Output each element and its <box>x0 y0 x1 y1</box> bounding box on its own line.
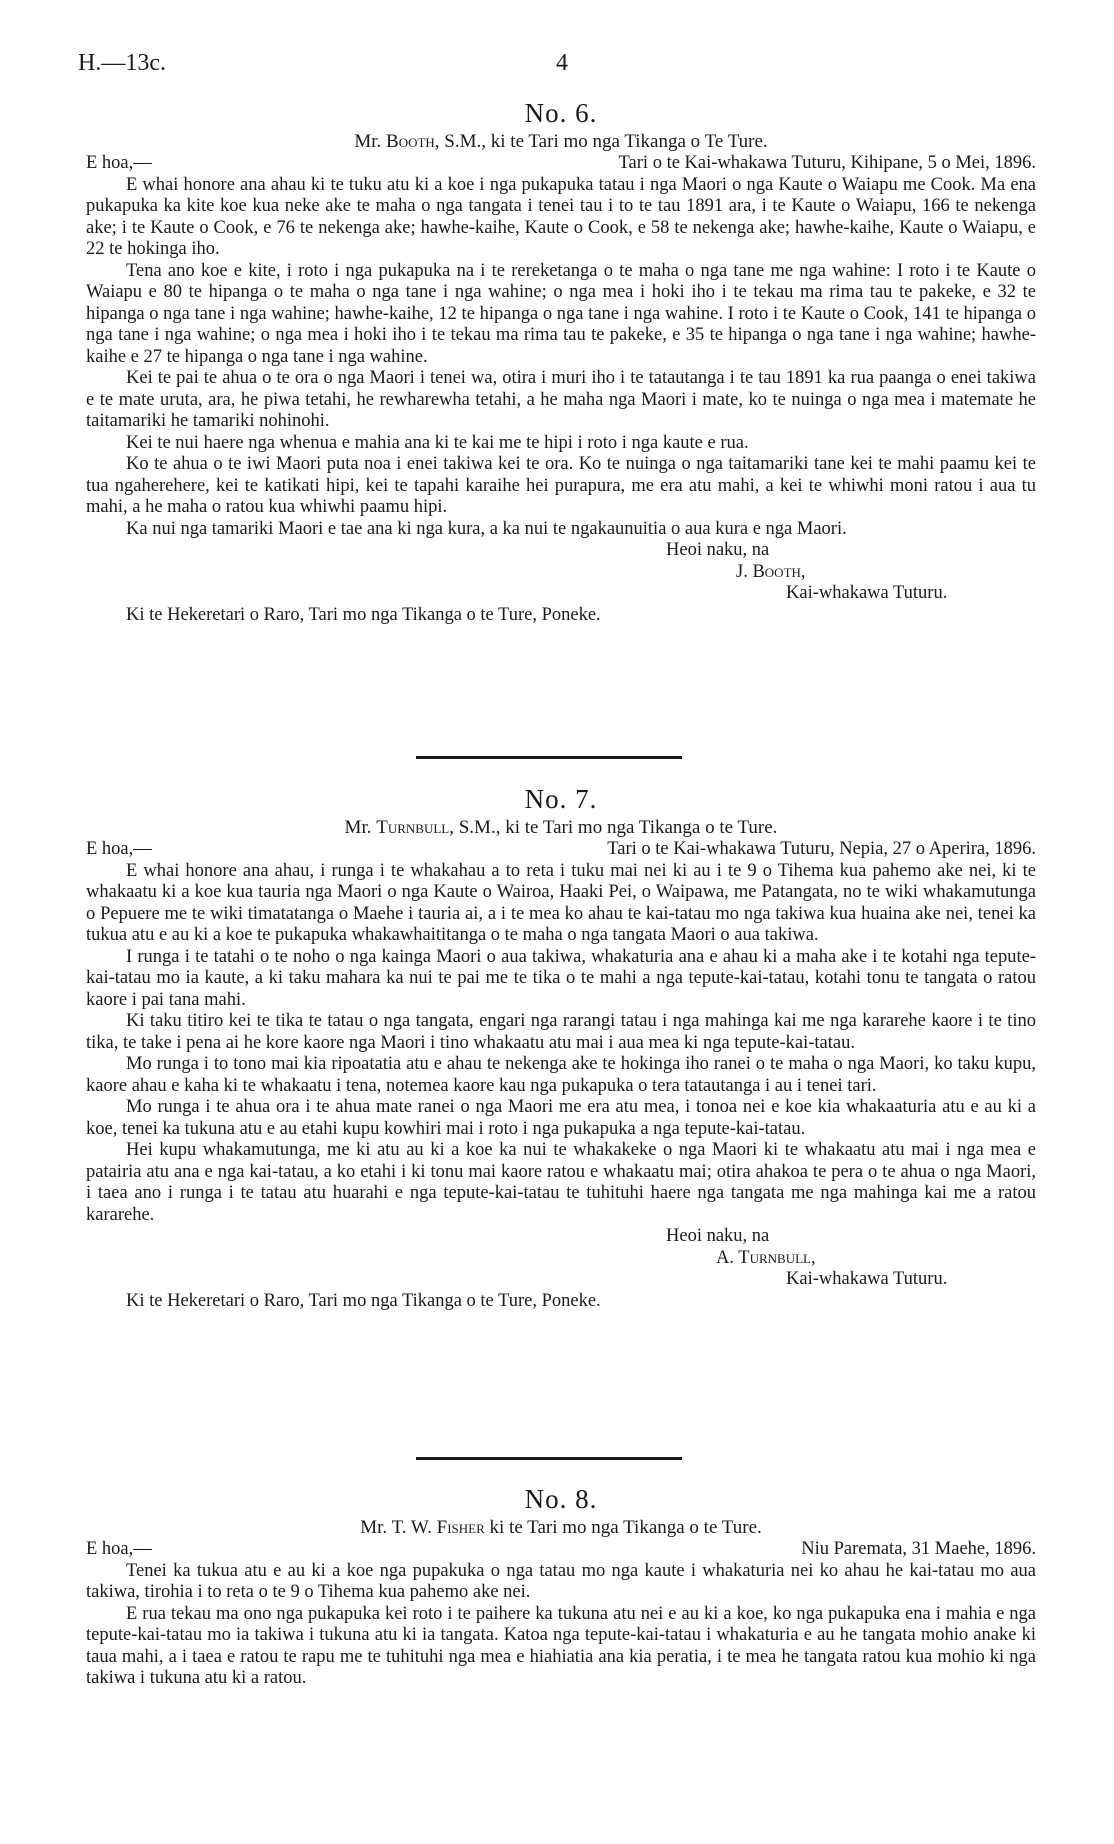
dateline: Niu Paremata, 31 Maehe, 1896. <box>801 1539 1036 1559</box>
letter-heading <box>86 817 1036 839</box>
salutation-row <box>86 839 1036 861</box>
salutation-row <box>86 153 1036 175</box>
addressee: Ki te Hekeretari o Raro, Tari mo nga Tikanga o te Ture, Poneke. <box>126 1290 601 1311</box>
signer-title: Kai-whakawa Tuturu. <box>786 583 948 603</box>
author-name: Turnbull <box>376 817 450 838</box>
paragraph: Mo runga i to tono mai kia ripoatatia atu e ahau te nekenga ake te hokinga iho ranei o te maha o nga Maori, ko taku kupu, kaore ahau e kaha ki te whakaatu i tena, notemea kaore kau nga pukapuka o tera tatautanga i au i tenei tari. <box>86 1054 1036 1096</box>
heading-prefix: Mr. T. W. <box>360 1517 437 1538</box>
heading-suffix: , S.M., ki te Tari mo nga Tikanga o te Ture. <box>449 817 778 838</box>
letter-number: No. 6. <box>524 98 598 128</box>
paragraph: Hei kupu whakamutunga, me ki atu au ki a koe ka nui te whakakeke o nga Maori ki te whakaatu atu mai i nga mea e patairia atu ana e nga kai-tatau, a ko etahi i ki tonu mai kaore ratou e whakaatu mai; otira ahakoa te pera o te ahua o nga Maori, i taea ano i runga i te tatau atu huarahi e nga tepute-kai-tatau te tuhituhi haere nga tangata me nga mahinga kai me a ratou kararehe. <box>86 1140 1036 1225</box>
paragraph: Ki taku titiro kei te tika te tatau o nga tangata, engari nga rarangi tatau i nga mahinga kai me nga kararehe kaore i te tino tika, te take i pena ai he kore kaore nga Maori i tino whakaatu atu mai i aua mea ki nga tepute-kai-tatau. <box>86 1011 1036 1053</box>
dateline: Tari o te Kai-whakawa Tuturu, Nepia, 27 o Aperira, 1896. <box>607 839 1036 859</box>
addressee: Ki te Hekeretari o Raro, Tari mo nga Tikanga o te Ture, Poneke. <box>126 604 601 625</box>
section-divider <box>416 1457 682 1460</box>
letter-number: No. 8. <box>524 1484 598 1514</box>
letter-7 <box>86 784 1036 1312</box>
heading-prefix: Mr. <box>354 131 387 152</box>
author-name: Booth <box>386 131 435 152</box>
heading-suffix: ki te Tari mo nga Tikanga o te Ture. <box>484 1517 762 1538</box>
signer: J. Booth, <box>736 561 806 582</box>
letter-6 <box>86 98 1036 626</box>
paragraph: Kei te pai te ahua o te ora o nga Maori i tenei wa, otira i muri iho i te tatautanga i te tau 1891 ka rua paanga o enei takiwa e te mate uruta, ara, he piwa tetahi, he rewharewha tetahi, a he maha nga Maori i mate, ko te nuinga o nga mea i matemate he taitamariki he tamariki nohinohi. <box>86 368 1036 431</box>
paragraph: Tena ano koe e kite, i roto i nga pukapuka na i te rereketanga o te maha o nga tane me nga wahine: I roto i te Kaute o Waiapu e 80 te hipanga o te maha o nga tane i nga wahine; o nga mea i hoki iho i te tekau ma rima tau te pakeke, e 32 te hipanga o nga tane i nga wahine; hawhe-kaihe, 12 te hipanga o nga tane i nga wahine. I roto i te Kaute o Cook, 141 te hipanga o nga tane i nga wahine; o nga mea i hoki iho i te tekau ma rima tau te pakeke, e 35 te hipanga o nga tane i nga wahine; hawhe-kaihe e 27 te hipanga o nga tane i nga wahine. <box>86 260 1036 367</box>
paragraph: Mo runga i te ahua ora i te ahua mate ranei o nga Maori me era atu mea, i tonoa nei e koe kia whakaaturia atu e au ki a koe, tenei ka tukuna atu e au etahi kupu kowhiri mai i roto i nga pukapuka a nga tepute-kai-tatau. <box>86 1097 1036 1139</box>
author-name: Fisher <box>436 1517 485 1538</box>
letter-number: No. 7. <box>524 784 598 814</box>
letter-heading <box>86 1517 1036 1539</box>
document-reference: H.—13c. <box>78 50 166 76</box>
letter-heading <box>86 131 1036 153</box>
paragraph: E rua tekau ma ono nga pukapuka kei roto i te paihere ka tukuna atu nei e au ki a koe, ko nga pukapuka ena i mahia e nga tepute-kai-tatau mo ia takiwa i tukuna atu ki ia tangata. Katoa nga tepute-kai-tatau i whakaturia e au he tangata mohio anake ki taua mahi, a i taea e ratou te rapu me te tuhituhi nga mea e hiahiatia ana kia peratia, i te mea he tangata ratou kua mohio ki nga takiwa i tukuna atu ki a ratou. <box>86 1603 1036 1688</box>
page-number: 4 <box>556 50 568 76</box>
paragraph: Ka nui nga tamariki Maori e tae ana ki nga kura, a ka nui te ngakaunuitia o aua kura e nga Maori. <box>126 518 847 539</box>
salutation: E hoa,— <box>86 153 152 173</box>
paragraph: E whai honore ana ahau ki te tuku atu ki a koe i nga pukapuka tatau i nga Maori o nga Kaute o Waiapu me Cook. Ma ena pukapuka ka kite koe kua neke ake te maha o nga tangata i tenei tau i to te tau 1891 ara, i te Kaute o Waiapu, 166 te nekenga ake; i te Kaute o Cook, e 76 te nekenga ake; hawhe-kaihe, Kaute o Cook, e 58 te nekenga ake; hawhe-kaihe, Kaute o Waiapu, e 22 te hokinga iho. <box>86 174 1036 259</box>
heading-prefix: Mr. <box>344 817 377 838</box>
paragraph: Ko te ahua o te iwi Maori puta noa i enei takiwa kei te ora. Ko te nuinga o nga taitamariki tane kei te mahi paamu kei te tua ngaherehere, kei te katikati hipi, kei te tapahi karaihe hei purapura, me era atu mahi, a kei te whiwhi moni ratou i aua tu mahi, a he maha o ratou kua whiwhi paamu hipi. <box>86 454 1036 517</box>
closing: Heoi naku, na <box>666 1226 770 1246</box>
dateline: Tari o te Kai-whakawa Tuturu, Kihipane, 5 o Mei, 1896. <box>618 153 1036 173</box>
closing: Heoi naku, na <box>666 540 770 560</box>
salutation-row <box>86 1539 1036 1561</box>
heading-suffix: , S.M., ki te Tari mo nga Tikanga o Te Ture. <box>434 131 768 152</box>
paragraph: Kei te nui haere nga whenua e mahia ana ki te kai me te hipi i roto i nga kaute e rua. <box>126 432 749 453</box>
signer-title: Kai-whakawa Tuturu. <box>786 1269 948 1289</box>
letter-8 <box>86 1484 1036 1690</box>
paragraph: Tenei ka tukua atu e au ki a koe nga pupakuka o nga tatau mo nga kaute i whakaturia nei ko ahau he kai-tatau mo aua takiwa, tirohia i to reta o te 9 o Tihema kua pahemo ake nei. <box>86 1560 1036 1602</box>
paragraph: I runga i te tatahi o te noho o nga kainga Maori o aua takiwa, whakaturia ana e ahau ki a maha ake i te kotahi nga tepute-kai-tatau mo ia kaute, a ki taku mahara ka nui te pai me te tika o te mahi a nga tepute-kai-tatau, kotahi tonu te tangata o ratou kaore i pai tana mahi. <box>86 946 1036 1010</box>
salutation: E hoa,— <box>86 1539 152 1559</box>
paragraph: E whai honore ana ahau, i runga i te whakahau a to reta i tuku mai nei ki au i te 9 o Tihema kua pahemo ake nei, ki te whakaatu ki a koe kua tauria nga Maori o nga Kaute o Wairoa, Haaki Pei, o Waipawa, me Patangata, no te wiki whakamutunga o Pepuere me te wiki timatatanga o Maehe i tauria ai, a i te mea ko ahau te kai-tatau mo nga takiwa kua huaina ake nei, tenei ka tukua atu e au ki a koe te pukapuka whakawhaititanga o te maha o nga tangata Maori o aua takiwa. <box>86 860 1036 945</box>
section-divider <box>416 756 682 759</box>
signer: A. Turnbull, <box>716 1247 816 1268</box>
salutation: E hoa,— <box>86 839 152 859</box>
